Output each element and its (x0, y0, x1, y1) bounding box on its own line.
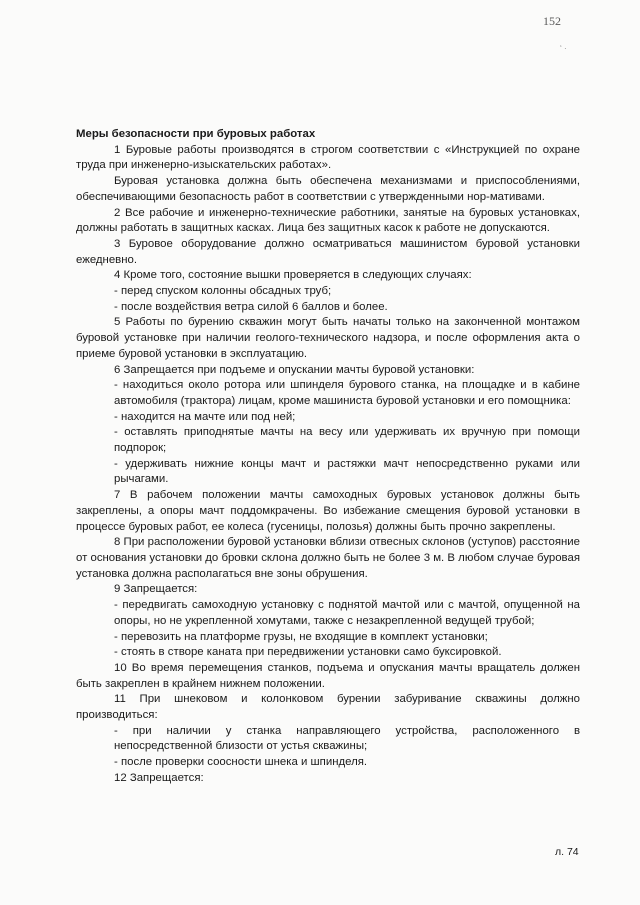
list-item: - оставлять приподнятые мачты на весу или удерживать их вручную при помощи подпорок; (114, 426, 580, 455)
paragraph: 8 При расположении буровой установки вблизи отвесных склонов (уступов) расстояние от основания установки до бровки склона должно быть не более 3 м. В любом случае буровая установка должна располагаться вне зоны обрушения. (76, 536, 580, 580)
scan-mark: ‘ · (560, 44, 567, 53)
document-body (76, 127, 580, 787)
list-item: - удерживать нижние концы мачт и растяжки мачт непосредственно руками или рычагами. (114, 457, 580, 486)
list-item: - перед спуском колонны обсадных труб; (114, 285, 332, 298)
list-item: - после проверки соосности шнека и шпинделя. (114, 756, 368, 769)
list-item: - находиться около ротора или шпинделя бурового станка, на площадке и в кабине автомобиля (трактора) лицам, кроме машиниста буровой установки и его помощника: (114, 379, 580, 407)
paragraph: 10 Во время перемещения станков, подъема и опускания мачты вращатель должен быть закреплен в крайнем нижнем положении. (76, 661, 580, 690)
paragraph: 5 Работы по бурению скважин могут быть начаты только на законченной монтажом буровой установке при наличии геолого-технического надзора, и после оформления акта о приеме буровой установки в эксплуатацию. (76, 316, 580, 360)
list-item: - перевозить на платформе грузы, не входящие в комплект установки; (114, 630, 488, 643)
paragraph: 11 При шнековом и колонковом бурении забуривание скважины должно производиться: (76, 693, 580, 722)
paragraph: 9 Запрещается: (114, 583, 198, 596)
paragraph: 6 Запрещается при подъеме и опускании мачты буровой установки: (114, 363, 475, 376)
paragraph: 7 В рабочем положении мачты самоходных буровых установок должны быть закреплены, а опоры мачт поддомкрачены. Во избежание смещения буровой установки в процессе буровых работ, ее колеса (гусеницы, полозья) должны быть прочно закреплены. (76, 489, 580, 533)
paragraph: Буровая установка должна быть обеспечена механизмами и приспособлениями, обеспечивающими безопасность работ в соответствии с утвержденными нор-мативами. (76, 175, 580, 203)
paragraph: 12 Запрещается: (114, 771, 204, 784)
page-number-stamp: 152 (543, 14, 561, 28)
list-item: - при наличии у станка направляющего устройства, расположенного в непосредственной близости от устья скважины; (114, 724, 580, 753)
list-item: - находится на мачте или под ней; (114, 410, 296, 423)
section-title: Меры безопасности при буровых работах (76, 128, 316, 140)
list-item: - передвигать самоходную установку с поднятой мачтой или с мачтой, опущенной на опоры, но не укрепленной хомутами, также с незакрепленной ведущей трубой; (114, 599, 580, 627)
paragraph: 2 Все рабочие и инженерно-технические работники, занятые на буровых установках, должны работать в защитных касках. Лица без защитных касок к работе не допускаются. (76, 206, 580, 235)
paragraph: 3 Буровое оборудование должно осматриваться машинистом буровой установки ежедневно. (76, 237, 580, 266)
list-item: - стоять в створе каната при передвижении установки само буксировкой. (114, 646, 502, 659)
sheet-number: л. 74 (555, 846, 579, 858)
paragraph: 1 Буровые работы производятся в строгом соответствии с «Инструкцией по охране труда при инженерно-изыскательских работах». (76, 143, 580, 172)
paragraph: 4 Кроме того, состояние вышки проверяется в следующих случаях: (114, 269, 472, 282)
list-item: - после воздействия ветра силой 6 баллов и более. (114, 300, 388, 313)
